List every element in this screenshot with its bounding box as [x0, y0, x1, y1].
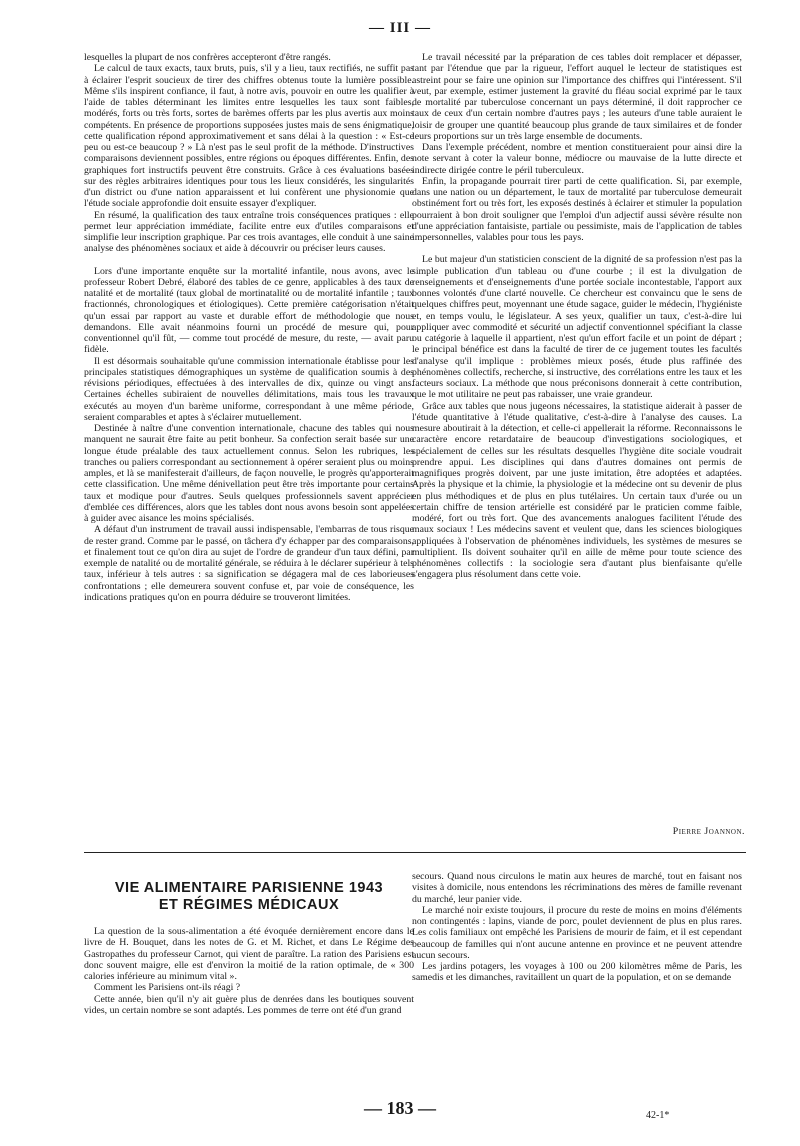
- text-column-top-left: [84, 52, 414, 603]
- article-title-line-1: VIE ALIMENTAIRE PARISIENNE 1943: [114, 880, 384, 896]
- paragraph: Le calcul de taux exacts, taux bruts, puis, s'il y a lieu, taux rectifiés, ne suffit pas à éclairer l'esprit soucieux de tirer des chiffres obtenus toute la lumière possible. Même s'ils inspirent confiance, il faut, à notre avis, pouvoir en outre les qualifier à l'aide de tables déterminant les limites entre lesquelles les taux sont faibles, modérés, forts ou très forts, sortes de barèmes offerts par les plus avertis aux moins compétents. En présence de proportions supposées justes mais de sens énigmatique, cette qualification répond approximativement et sans délai à la question : « Est-ce peu ou est-ce beaucoup ? » Là n'est pas le seul profit de la méthode. D'instructives comparaisons deviennent possibles, entre régions ou époques différentes. Enfin, des graphiques fort instructifs peuvent être construits. Grâce à ces évaluations basées sur des règles arbitraires identiques pour tous les lieux considérés, les singularités d'un district ou d'une nation apparaissent et lui confèrent une physionomie que l'étude sociale approfondie doit ensuite essayer d'expliquer.: [84, 63, 414, 210]
- paragraph: Lors d'une importante enquête sur la mortalité infantile, nous avons, avec le professeur Robert Debré, élaboré des tables de ce genre, applicables à des taux de natalité et de mortalité (taux global de mortinatalité ou de mortalité infantile ; taux fractionnés, chronologiques et étiologiques). Cette première catégorisation n'était qu'un essai par rapport au vaste et durable effort de méthodologie que nous demandons. Elle avait néanmoins fourni un procédé de mesure qui, pour conventionnel qu'il fût, — comme tout procédé de mesure, du reste, — avait paru fidèle.: [84, 265, 414, 356]
- paragraph: lesquelles la plupart de nos confrères accepteront d'être rangés.: [84, 52, 331, 63]
- paragraph: Destinée à naître d'une convention internationale, chacune des tables qui nous manquent ne saurait être faite au petit bonheur. Sa confection serait basée sur une longue étude préalable des taux actuellement connus. Selon les rubriques, les tranches ou paliers correspondant au sectionnement à opérer seraient plus ou moins amples, et là se manifesterait d'ailleurs, de façon nouvelle, le progrès qu'apporterait cette classification. Une même dénivellation peut être très importante pour certains taux et modique pour d'autres. Seuls quelques professionnels savent apprécier d'emblée ces différences, alors que les tables dont nous avons besoin sont appelées à guider avec aisance les moins spécialisés.: [84, 423, 414, 524]
- paragraph: Le marché noir existe toujours, il procure du reste de moins en moins d'éléments non contingentés : lapins, viande de porc, poulet deviennent de plus en plus rares. Les colis familiaux ont empêché les Parisiens de mourir de faim, et il est cependant beaucoup de familles qui n'ont aucune antenne en province et ne peuvent attendre aucun secours.: [412, 904, 742, 961]
- paragraph: Le travail nécessité par la préparation de ces tables doit remplacer et dépasser, tant par l'étendue que par la rigueur, l'effort auquel le lecteur de statistiques est astreint pour se faire une opinion sur l'importance des chiffres qui l'intéressent. S'il veut, par exemple, estimer justement la gravité du fléau social exprimé par le taux de mortalité par tuberculose concernant un pays déterminé, il doit rapprocher ce taux de ceux d'un certain nombre d'autres pays ; les auteurs d'une table auraient le loisir de grouper une quantité beaucoup plus grande de taux similaires et de fonder leurs proportions sur un très large ensemble de documents.: [412, 52, 742, 142]
- author-signature: Pierre Joannon.: [672, 826, 745, 837]
- paragraph: Dans l'exemple précédent, nombre et mention constitueraient pour ainsi dire la note servant à coter la valeur bonne, médiocre ou mauvaise de la lutte directe et indirecte dirigée contre le péril tuberculeux.: [412, 142, 742, 176]
- article-title-line-2: ET RÉGIMES MÉDICAUX: [158, 897, 340, 913]
- paragraph: Grâce aux tables que nous jugeons nécessaires, la statistique aiderait à passer de l'étude quantitative à l'étude qualitative, c'est-à-dire à l'analyse des causes. La mesure aboutirait à la détection, et celle-ci appellerait la réforme. Reconnaissons le caractère encore retardataire de beaucoup d'investigations sociologiques, et spécialement de celles sur les résultats desquelles l'hygiène dite sociale voudrait prendre appui. Les disciplines qui dans d'autres domaines ont permis de magnifiques progrès doivent, par une juste imitation, être adoptées et adaptées. Après la physique et la chimie, la physiologie et la médecine ont su devenir de plus en plus méthodiques et de plus en plus tutélaires. Un certain taux d'urée ou un certain chiffre de tension artérielle est considéré par le praticien comme faible, modéré, fort ou très fort. Que des avancements analogues facilitent l'étude des maux sociaux ! Les médecins savent et veulent que, dans les sciences biologiques appliquées à l'observation de phénomènes individuels, les systèmes de mesures se multiplient. Ils doivent souhaiter qu'il en aille de même pour toute science des phénomènes collectifs : la sociologie sera d'autant plus bienfaisante qu'elle s'engagera plus résolument dans cette voie.: [412, 400, 742, 581]
- text-column-bottom-left: [84, 926, 414, 1016]
- paragraph: secours. Quand nous circulons le matin aux heures de marché, tout en faisant nos visites à domicile, nous entendons les récriminations des mères de famille revenant du marché, leur panier vide.: [412, 871, 742, 905]
- page-header-roman-numeral: — III —: [368, 20, 431, 36]
- paragraph: En résumé, la qualification des taux entraîne trois conséquences pratiques : elle permet leur appréciation immédiate, facilite entre eux d'utiles comparaisons et simplifie leur inscription graphique. Par ces trois avantages, elle conduit à une saine analyse des phénomènes sociaux et aide à découvrir ou préciser leurs causes.: [84, 209, 414, 255]
- paragraph: Le but majeur d'un statisticien conscient de la dignité de sa profession n'est pas la simple publication d'un tableau ou d'une courbe ; il est la divulgation de renseignements et d'enseignements d'une portée sociale incontestable, l'apport aux bonnes volontés d'une clarté nouvelle. Ce chercheur est convaincu que le sens de quelques chiffres peut, moyennant une étude sagace, guider le médecin, l'hygiéniste et, en temps voulu, le législateur. A ses yeux, qualifier un taux, c'est-à-dire lui appliquer avec commodité et sécurité un adjectif conventionnel spécifiant la classe ou catégorie à laquelle il appartient, n'est qu'un effort facile et un point de départ ; le principal bénéfice est dans la faculté de tirer de ce jugement toutes les facultés d'analyse qu'il implique : problèmes mieux posés, étude plus raffinée des phénomènes collectifs, recherche, si instructive, des corrélations entre les taux et les facteurs sociaux. La méthode que nous préconisons donnerait à cette contribution, que le mot utilitaire ne peut pas rabaisser, une vraie grandeur.: [412, 254, 742, 401]
- page-number: — 183 —: [364, 1098, 436, 1118]
- paragraph: Enfin, la propagande pourrait tirer parti de cette qualification. Si, par exemple, dans une nation ou un département, le taux de mortalité par tuberculose demeurait obstinément fort ou très fort, les exposés destinés à éclairer et stimuler la population pourraient à bon droit souligner que l'emploi d'un adjectif aussi sévère résulte non d'une appréciation fantaisiste, partiale ou pessimiste, mais de l'application de tables impersonnelles, valables pour tous les pays.: [412, 175, 742, 243]
- paragraph: A défaut d'un instrument de travail aussi indispensable, l'embarras de tous risque de rester grand. Comme par le passé, on tâchera d'y échapper par des comparaisons, et finalement tout ce qu'on dira au sujet de l'ordre de grandeur d'un taux défini, par exemple de natalité ou de mortalité générale, se réduira à le déclarer supérieur à tels taux, inférieur à tels autres : sa signification se dégagera mal de ces laborieuses confrontations ; elle demeurera souvent confuse et, par voie de conséquence, les indications pratiques qu'on en pourra déduire se trouveront limitées.: [84, 524, 414, 603]
- article-title: [84, 880, 414, 914]
- text-column-bottom-right: [412, 871, 742, 984]
- page-reference: 42-1*: [646, 1110, 670, 1121]
- text-column-top-right: [412, 52, 742, 581]
- paragraph: Les jardins potagers, les voyages à 100 ou 200 kilomètres même de Paris, les samedis et les dimanches, ravitaillent un quart de la population, et on se demande: [412, 961, 742, 984]
- paragraph: Il est désormais souhaitable qu'une commission internationale établisse pour les principales statistiques démographiques un système de qualification soumis à des révisions périodiques, effectuées à des intervalles de dix, quinze ou vingt ans. Certaines échelles subiraient de nouvelles délimitations, mais tous les travaux exécutés au moyen d'un barème uniforme, correspondant à une même période, seraient comparables et aptes à s'éclairer mutuellement.: [84, 355, 414, 423]
- section-divider: [84, 852, 746, 853]
- paragraph: La question de la sous-alimentation a été évoquée dernièrement encore dans le livre de H. Bouquet, dans les notes de G. et M. Richet, et dans Le Régime des Gastropathes du professeur Carnot, qui vient de paraître. La ration des Parisiens est donc souvent maigre, elle est d'environ la moitié de la ration optimale, de « 300 calories inférieure au minimum vital ».: [84, 926, 414, 982]
- paragraph: Comment les Parisiens ont-ils réagi ?: [94, 982, 241, 994]
- paragraph: Cette année, bien qu'il n'y ait guère plus de denrées dans les boutiques souvent vides, un certain nombre se sont adaptés. Les pommes de terre ont été d'un grand: [84, 993, 414, 1016]
